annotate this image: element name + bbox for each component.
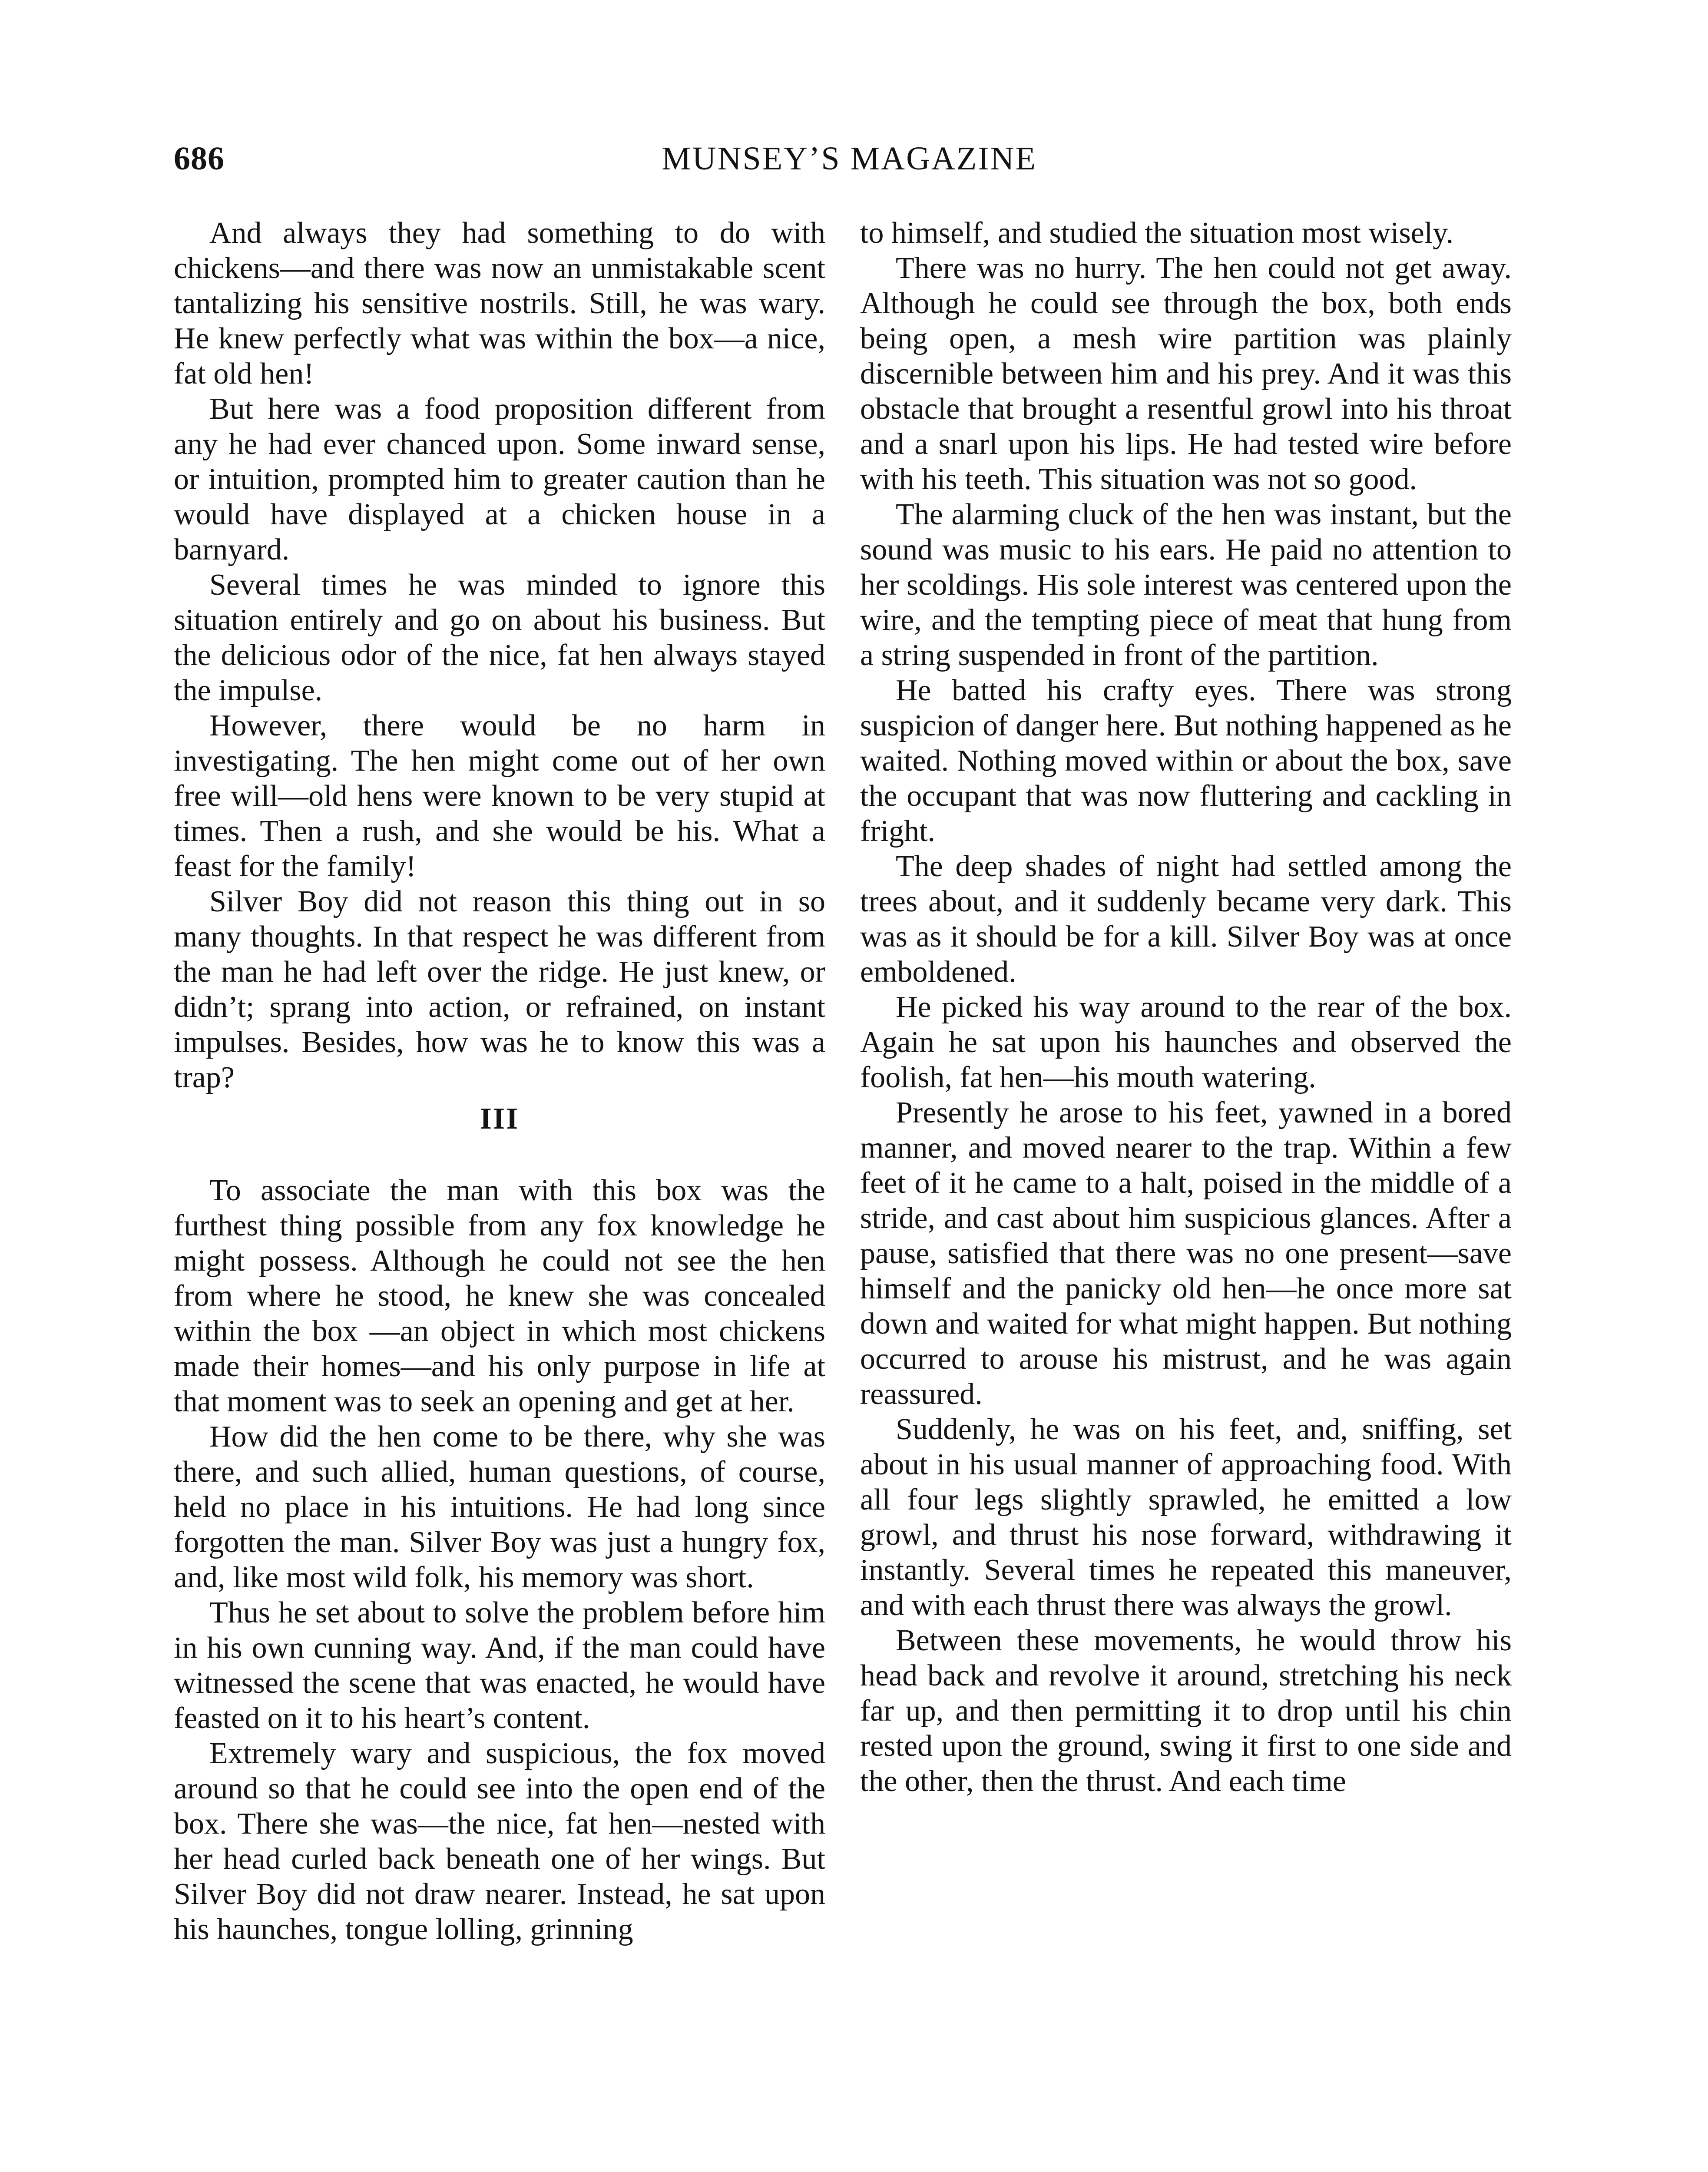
paragraph: Presently he arose to his feet, yawned in a bored manner, and moved nearer to the trap. Within a few feet of it he came to a halt, poised in the middle of a stride, and cast about him suspicious glances. After a pause, satisfied that there was no one present—save himself and the panicky old hen—he once more sat down and waited for what might happen. But nothing occurred to arouse his mistrust, and he was again reassured. [860,1096,1512,1411]
paragraph: Silver Boy did not reason this thing out in so many thoughts. In that respect he was different from the man he had left over the ridge. He just knew, or didn’t; sprang into action, or refrained, on instant impulses. Besides, how was he to know this was a trap? [174,885,825,1094]
paragraph: Several times he was minded to ignore this situation entirely and go on about his business. But the delicious odor of the nice, fat hen always stayed the impulse. [174,568,825,707]
paragraph: He batted his crafty eyes. There was strong suspicion of danger here. But nothing happened as he waited. Nothing moved within or about the box, save the occupant that was now fluttering and cackling in fright. [860,674,1512,848]
paragraph: To associate the man with this box was the furthest thing possible from any fox knowledge he might possess. Although he could not see the hen from where he stood, he knew she was concealed within the box —an object in which most chickens made their homes—and his only purpose in life at that moment was to seek an opening and get at her. [174,1174,825,1418]
paragraph: There was no hurry. The hen could not get away. Although he could see through the box, both ends being open, a mesh wire partition was plainly discernible between him and his prey. And it was this obstacle that brought a resentful growl into his throat and a snarl upon his lips. He had tested wire before with his teeth. This situation was not so good. [860,252,1512,496]
paragraph: But here was a food proposition different from any he had ever chanced upon. Some inward sense, or intuition, prompted him to greater caution than he would have displayed at a chicken house in a barnyard. [174,392,825,566]
paragraph: Extremely wary and suspicious, the fox moved around so that he could see into the open end of the box. There she was—the nice, fat hen—nested with her head curled back beneath one of her wings. But Silver Boy did not draw nearer. Instead, he sat upon his haunches, tongue lolling, grinning [174,1737,825,1946]
paragraph: Suddenly, he was on his feet, and, sniffing, set about in his usual manner of approaching food. With all four legs slightly sprawled, he emitted a low growl, and thrust his nose forward, withdrawing it instantly. Several times he repeated this maneuver, and with each thrust there was always the growl. [860,1413,1512,1622]
paragraph: He picked his way around to the rear of the box. Again he sat upon his haunches and observed the foolish, fat hen—his mouth watering. [860,990,1512,1094]
paragraph: Between these movements, he would throw his head back and revolve it around, stretching his neck far up, and then permitting it to drop until his chin rested upon the ground, swing it first to one side and the other, then the thrust. And each time [860,1624,1512,1798]
paragraph: How did the hen come to be there, why she was there, and such allied, human questions, of course, held no place in his intuitions. He had long since forgotten the man. Silver Boy was just a hungry fox, and, like most wild folk, his memory was short. [174,1420,825,1594]
paragraph: And always they had something to do with chickens—and there was now an unmistakable scent tantalizing his sensitive nostrils. Still, he was wary. He knew perfectly what was within the box—a nice, fat old hen! [174,216,825,391]
section-heading: III [480,1102,520,1136]
page-number: 686 [174,140,225,177]
paragraph: However, there would be no harm in investigating. The hen might come out of her own free will—old hens were known to be very stupid at times. Then a rush, and she would be his. What a feast for the family! [174,709,825,883]
left-column [174,215,825,1947]
paragraph: The deep shades of night had settled among the trees about, and it suddenly became very dark. This was as it should be for a kill. Silver Boy was at once emboldened. [860,850,1512,989]
right-column [860,215,1512,1799]
running-title: MUNSEY’S MAGAZINE [662,140,1037,177]
continued-paragraph: to himself, and studied the situation most wisely. [860,216,1454,250]
paragraph: Thus he set about to solve the problem before him in his own cunning way. And, if the man could have witnessed the scene that was enacted, he would have feasted on it to his heart’s content. [174,1596,825,1735]
paragraph: The alarming cluck of the hen was instant, but the sound was music to his ears. He paid no attention to her scoldings. His sole interest was centered upon the wire, and the tempting piece of meat that hung from a string suspended in front of the partition. [860,498,1512,672]
page-header [174,140,1525,196]
